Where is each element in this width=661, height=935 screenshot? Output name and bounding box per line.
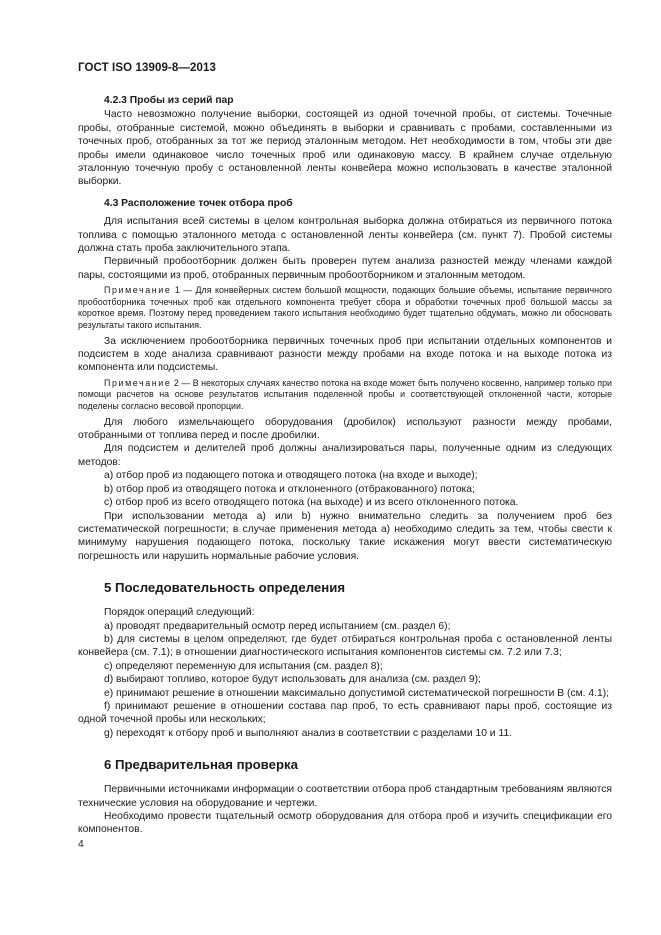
page-content [78,94,612,837]
document-header: ГОСТ ISO 13909-8—2013 [78,62,216,74]
note-label: Примечание [104,377,172,388]
list-item: b) отбор проб из отводящего потока и отклоненного (отбракованного) потока; [104,483,475,495]
section-4-2-3-text: Часто невозможно получение выборки, состоящей из одной точечной пробы, от системы. Точечные пробы, отобранные системой, можно объединять в выборки и сравнивать с пробами, составленными из точечных проб, отобранных за тот же период эталонным методом. Нет необходимости в том, чтобы эти две пробы имели одинаковое число точечных проб или одинаковую массу. В крайнем случае отдельную эталонную точечную пробу с остановленной ленты конвейера можно использовать в качестве эталонной выборки. [78,109,612,188]
section-5-title: 5 Последовательность определения [104,580,346,596]
note-2 [78,378,612,413]
section-4-2-3-title: 4.2.3 Пробы из серий пар [104,95,234,106]
list-item: c) отбор проб из всего отводящего потока (на выходе) и из всего отклоненного потока. [104,497,519,509]
paragraph: За исключением пробоотборника первичных точечных проб при испытании отдельных компонентов и подсистем в ходе анализа сравнивают разности между пробами на входе потока и на выходе потока из компонента или подсистемы. [78,335,612,374]
list-item: a) проводят предварительный осмотр перед испытанием (см. раздел 6); [104,620,451,632]
paragraph: При использовании метода а) или b) нужно внимательно следить за получением проб без систематической погрешности; в случае применения метода а) необходимо следить за тем, чтобы свести к минимуму нарушения подающего потока, поскольку такие искажения могут ввести систематическую погрешность или нарушить нормальные рабочие условия. [78,510,612,562]
paragraph: Первичными источниками информации о соответствии отбора проб стандартным требованиям являются технические условия на оборудование и чертежи. [78,784,612,809]
list-item: f) принимают решение в отношении состава пар проб, то есть сравнивают пары проб, состоящие из одной точечной пробы или нескольких; [78,700,612,726]
note-text: 1 — Для конвейерных систем большой мощности, подающих большие объемы, испытание первичного пробоотборника точечных проб как отдельного компонента требует сбора и обработки точечных проб большой массы за короткое время. Поэтому перед проведением такого испытания необходимо будет тщательно обдумать, можно ли обосновать результаты такого испытания. [78,285,612,331]
page-number: 4 [78,839,84,850]
paragraph: Для подсистем и делителей проб должны анализироваться пары, полученные одним из следующих методов: [78,443,612,468]
list-item: c) определяют переменную для испытания (см. раздел 8); [104,660,383,672]
list-item: b) для системы в целом определяют, где будет отбираться контрольная проба с остановленной ленты конвейера (см. 7.1); в отношении диагностического испытания компонентов системы см. 7.2 или 7.3; [78,633,612,659]
section-6-title: 6 Предварительная проверка [104,757,298,773]
note-1 [78,285,612,331]
paragraph: Порядок операций следующий: [104,607,255,619]
note-label: Примечание [104,285,172,296]
section-4-3-title: 4.3 Расположение точек отбора проб [104,197,293,209]
paragraph: Для испытания всей системы в целом контрольная выборка должна отбираться из первичного потока топлива с помощью эталонного метода с остановленной ленты конвейера (см. пункт 7). Пробой системы должна стать проба заключительного этапа. [78,216,612,255]
list-item: d) выбирают топливо, которое будут использовать для анализа (см. раздел 9); [104,674,481,686]
paragraph: Для любого измельчающего оборудования (дробилок) используют разности между пробами, отобранными от топлива перед и после дробилки. [78,416,612,442]
paragraph: Необходимо провести тщательный осмотр оборудования для отбора проб и изучить спецификации его компонентов. [78,811,612,836]
list-item: e) принимают решение в отношении максимально допустимой систематической погрешности B (см. 4.1); [104,687,610,699]
paragraph: Первичный пробоотборник должен быть проверен путем анализа разностей между членами каждой пары, состоящими из проб, отобранных первичным пробоотборником и эталонным методом. [78,256,612,281]
list-item: g) переходят к отбору проб и выполняют анализ в соответствии с разделами 10 и 11. [104,727,512,739]
list-item: a) отбор проб из подающего потока и отводящего потока (на входе и выходе); [104,470,478,482]
note-text: 2 — В некоторых случаях качество потока на входе может быть получено косвенно, например только при помощи расчетов на основе результатов испытания поделенной пробы и соответствующей отклоненной части, которые поделены согласно весовой пропорции. [78,377,612,412]
